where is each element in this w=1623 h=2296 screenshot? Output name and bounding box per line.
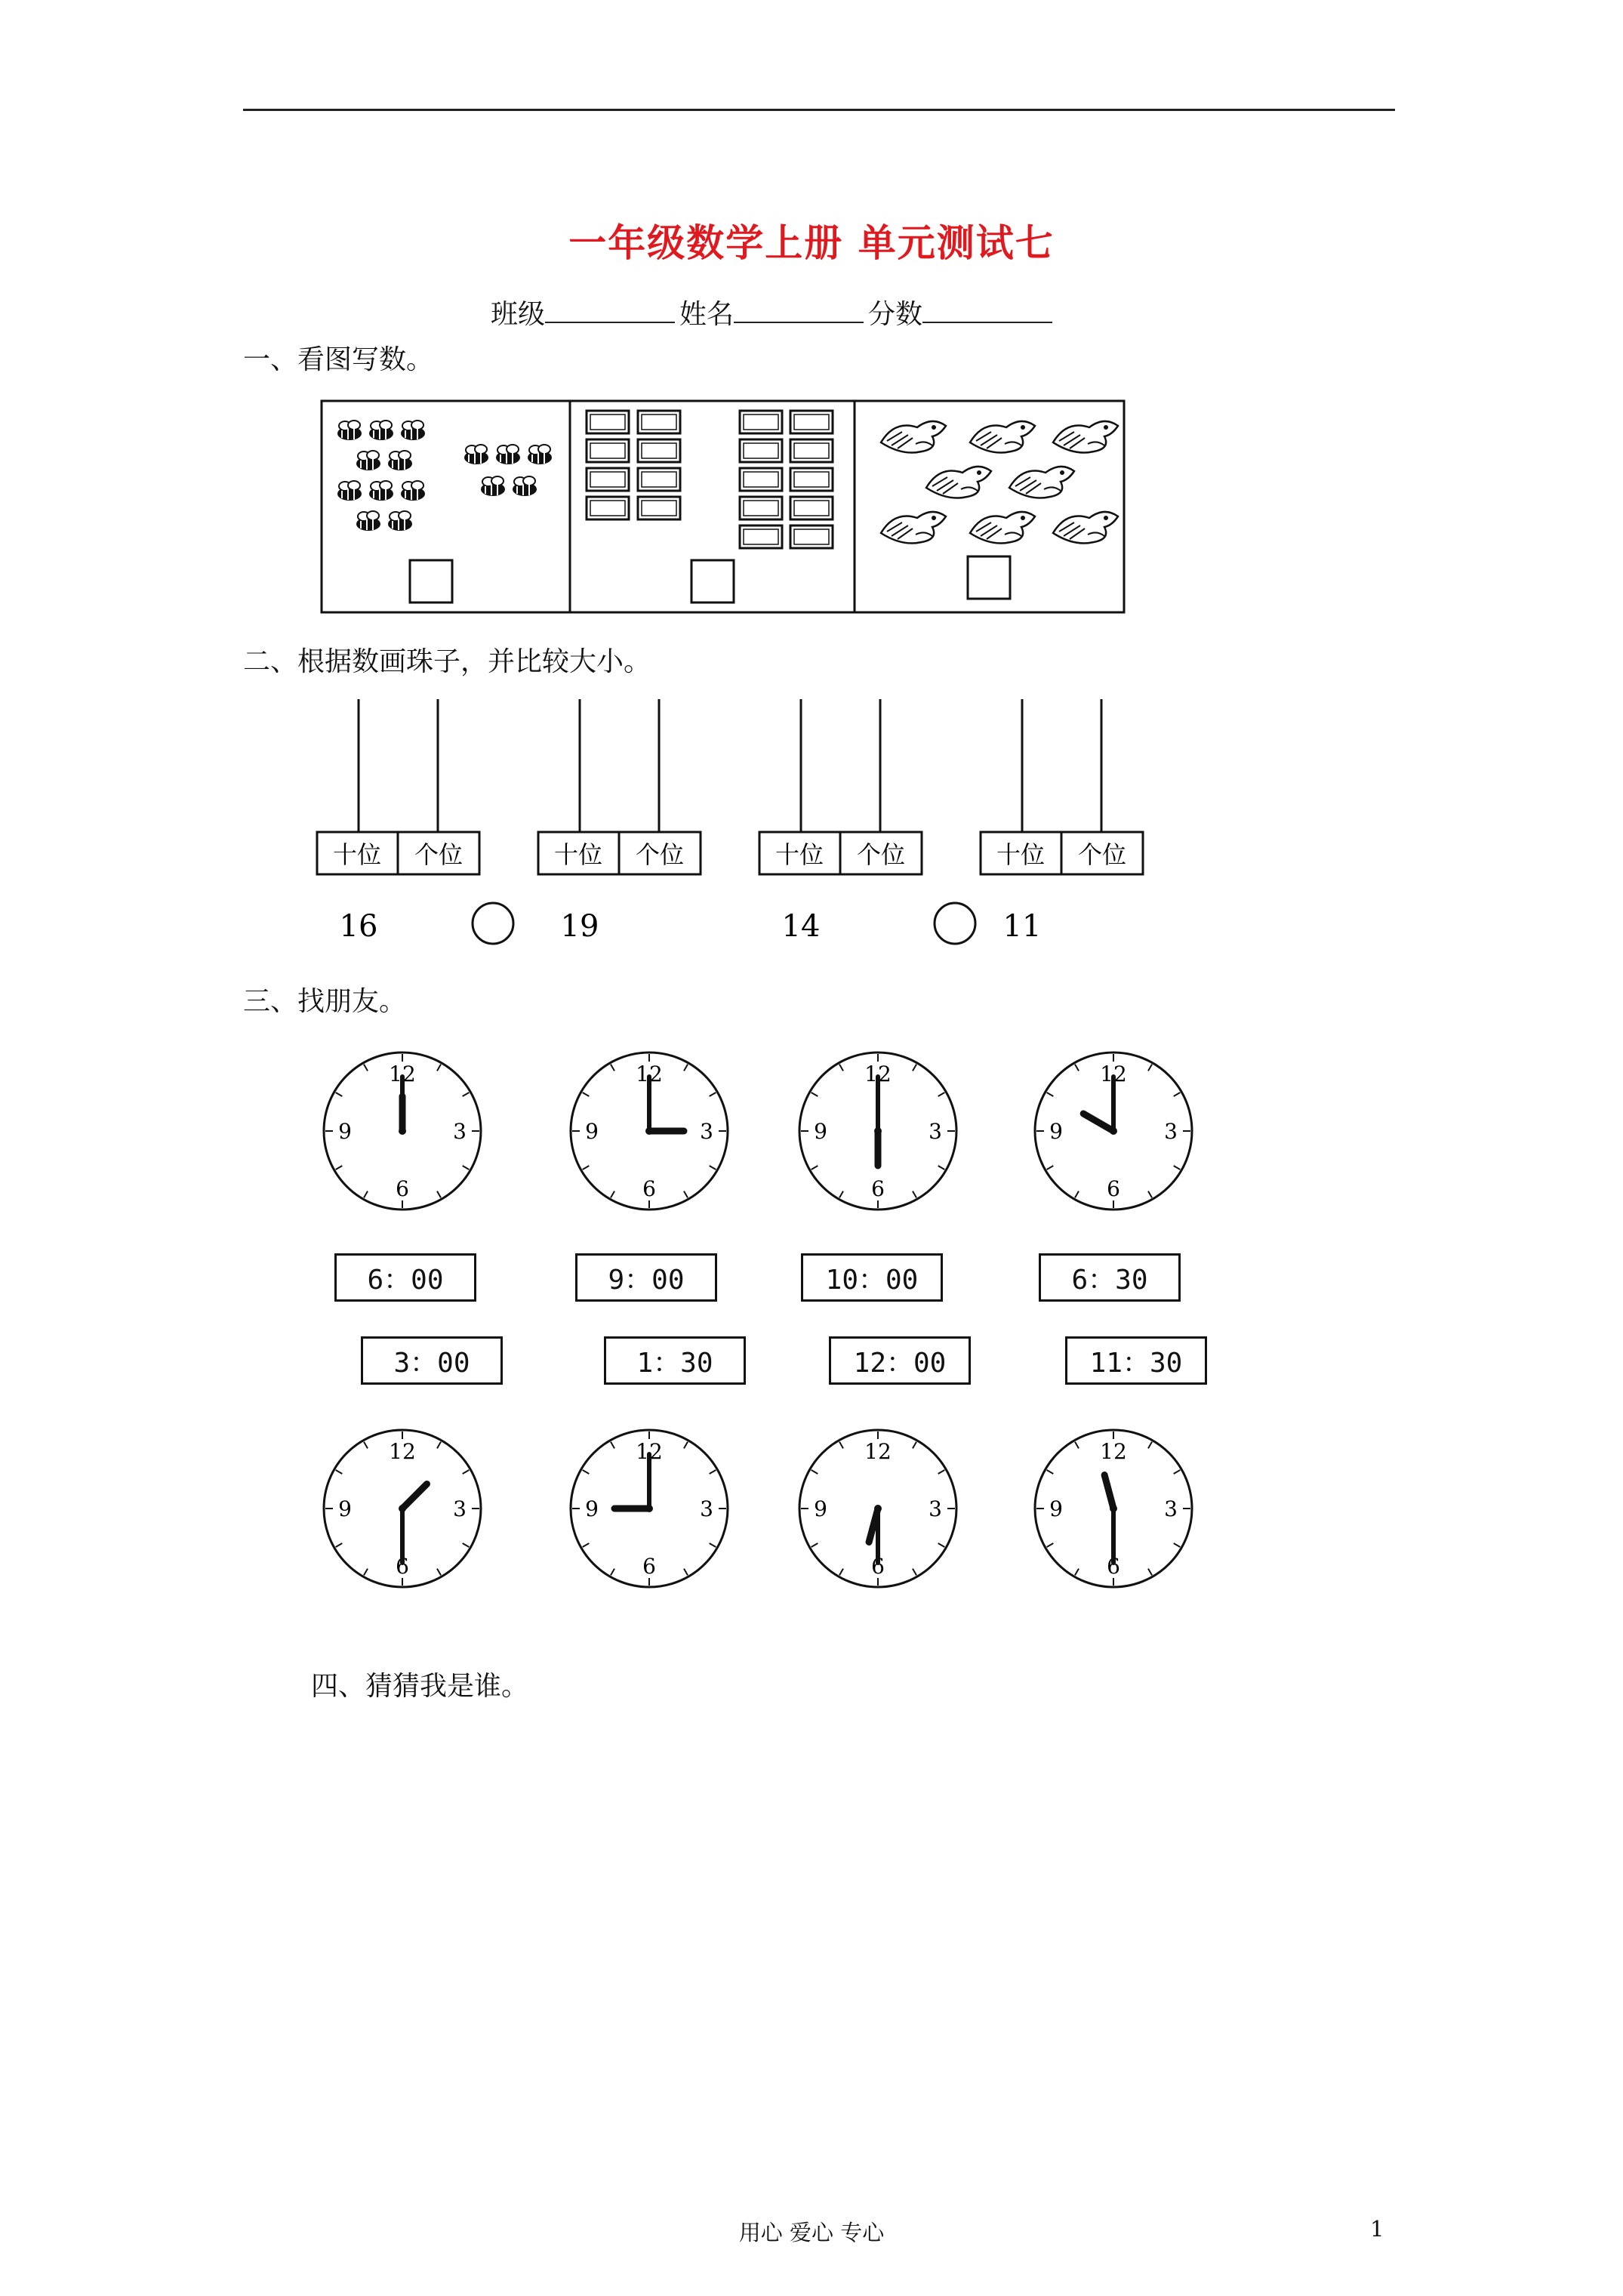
square-icon	[740, 525, 782, 548]
square-icon	[638, 411, 680, 433]
clock-numeral: 3	[700, 1119, 713, 1144]
clock-numeral: 6	[1107, 1554, 1120, 1579]
count-picture-panel	[321, 400, 1125, 613]
clock-face	[1035, 1052, 1192, 1210]
bee-icon	[464, 445, 488, 464]
square-icon	[790, 411, 833, 433]
page-number: 1	[1370, 2216, 1384, 2242]
time-card[interactable]: 1：30	[604, 1336, 746, 1385]
name-blank[interactable]	[734, 294, 864, 323]
clock-numeral: 3	[929, 1119, 942, 1144]
clock-numeral: 3	[453, 1496, 467, 1521]
square-icon	[790, 525, 833, 548]
bee-icon	[369, 481, 393, 501]
abacus-number: 14	[781, 909, 821, 944]
compare-circle[interactable]	[935, 903, 975, 944]
square-icon	[790, 439, 833, 462]
abacus	[317, 699, 479, 944]
score-label: 分数	[868, 299, 923, 330]
name-label: 姓名	[679, 299, 735, 330]
header-rule	[243, 109, 1395, 111]
clock-face	[799, 1430, 956, 1587]
bee-icon	[388, 451, 412, 470]
bee-icon	[356, 511, 380, 531]
clock-numeral: 3	[1164, 1496, 1178, 1521]
clock-numeral: 12	[636, 1062, 663, 1086]
bee-icon	[513, 476, 537, 496]
clock-numeral: 3	[1164, 1119, 1178, 1144]
answer-box-1[interactable]	[410, 560, 452, 603]
clock-numeral: 6	[396, 1554, 409, 1579]
clock-row-bottom	[317, 1419, 1208, 1601]
clock-numeral: 6	[871, 1554, 885, 1579]
abacus-area	[310, 695, 1163, 959]
clock-numeral: 6	[1107, 1176, 1120, 1201]
compare-circle[interactable]	[473, 903, 513, 944]
tens-label: 十位	[553, 840, 603, 869]
square-icon	[740, 439, 782, 462]
tens-label: 十位	[775, 840, 824, 869]
square-icon	[790, 497, 833, 519]
clock-face	[324, 1430, 481, 1587]
abacus-number: 16	[339, 909, 378, 944]
bee-icon	[481, 476, 505, 496]
score-blank[interactable]	[922, 294, 1052, 323]
clock-numeral: 12	[864, 1062, 892, 1086]
abacus	[759, 699, 922, 944]
time-card[interactable]: 11：30	[1065, 1336, 1207, 1385]
time-card[interactable]: 6：00	[334, 1253, 476, 1302]
bee-icon	[388, 511, 412, 531]
bee-icon	[401, 481, 425, 501]
square-icon	[638, 468, 680, 491]
clock-numeral: 9	[585, 1496, 599, 1521]
clock-numeral: 12	[1100, 1062, 1127, 1086]
clock-face	[1035, 1430, 1192, 1587]
clock-numeral: 12	[389, 1062, 416, 1086]
square-icon	[587, 439, 629, 462]
time-card[interactable]: 10：00	[801, 1253, 943, 1302]
clock-row-top	[317, 1042, 1208, 1223]
clock-numeral: 9	[338, 1496, 352, 1521]
page-footer: 用心 爱心 专心	[738, 2220, 885, 2245]
student-info-line	[491, 293, 1057, 331]
square-icon	[790, 468, 833, 491]
square-icon	[740, 468, 782, 491]
square-icon	[587, 411, 629, 433]
clock-numeral: 3	[700, 1496, 713, 1521]
square-icon	[638, 497, 680, 519]
bee-icon	[337, 421, 362, 440]
bee-icon	[401, 421, 425, 440]
time-card[interactable]: 12：00	[829, 1336, 971, 1385]
section-4-heading: 四、猜猜我是谁。	[311, 1671, 529, 1702]
clock-numeral: 6	[396, 1176, 409, 1201]
square-icon	[638, 439, 680, 462]
clock-face	[571, 1430, 728, 1587]
square-icon	[740, 411, 782, 433]
bee-icon	[356, 451, 380, 470]
clock-numeral: 6	[642, 1554, 656, 1579]
tens-label: 十位	[332, 840, 382, 869]
time-card[interactable]: 3：00	[361, 1336, 503, 1385]
section-2-heading: 二、根据数画珠子，并比较大小。	[243, 646, 651, 677]
clock-numeral: 9	[814, 1119, 827, 1144]
clock-numeral: 6	[642, 1176, 656, 1201]
clock-face	[324, 1052, 481, 1210]
square-icon	[740, 497, 782, 519]
square-icon	[587, 497, 629, 519]
clock-numeral: 3	[453, 1119, 467, 1144]
class-blank[interactable]	[545, 294, 675, 323]
bee-icon	[337, 481, 362, 501]
time-card[interactable]: 9：00	[575, 1253, 717, 1302]
clock-numeral: 6	[871, 1176, 885, 1201]
clock-numeral: 9	[1049, 1496, 1063, 1521]
bee-icon	[369, 421, 393, 440]
time-card[interactable]: 6：30	[1039, 1253, 1181, 1302]
ones-label: 个位	[635, 840, 685, 869]
clock-numeral: 12	[1100, 1439, 1127, 1464]
class-label: 班级	[491, 299, 546, 330]
abacus-number: 19	[560, 909, 599, 944]
ones-label: 个位	[414, 840, 463, 869]
clock-numeral: 12	[389, 1439, 416, 1464]
tens-label: 十位	[996, 840, 1046, 869]
abacus	[538, 699, 701, 944]
clock-numeral: 9	[814, 1496, 827, 1521]
bee-icon	[496, 445, 520, 464]
bee-icon	[528, 445, 552, 464]
answer-box-3[interactable]	[968, 556, 1010, 599]
square-icon	[587, 468, 629, 491]
clock-numeral: 12	[636, 1439, 663, 1464]
clock-numeral: 12	[864, 1439, 892, 1464]
page-title: 一年级数学上册 单元测试七	[568, 220, 1055, 265]
abacus	[981, 699, 1143, 944]
clock-numeral: 9	[585, 1119, 599, 1144]
clock-face	[799, 1052, 956, 1210]
section-3-heading: 三、找朋友。	[243, 986, 407, 1017]
clock-numeral: 9	[338, 1119, 352, 1144]
clock-numeral: 9	[1049, 1119, 1063, 1144]
clock-face	[571, 1052, 728, 1210]
ones-label: 个位	[1077, 840, 1127, 869]
clock-numeral: 3	[929, 1496, 942, 1521]
section-1-heading: 一、看图写数。	[243, 344, 434, 375]
answer-box-2[interactable]	[691, 560, 734, 603]
abacus-number: 11	[1002, 909, 1042, 944]
ones-label: 个位	[856, 840, 906, 869]
